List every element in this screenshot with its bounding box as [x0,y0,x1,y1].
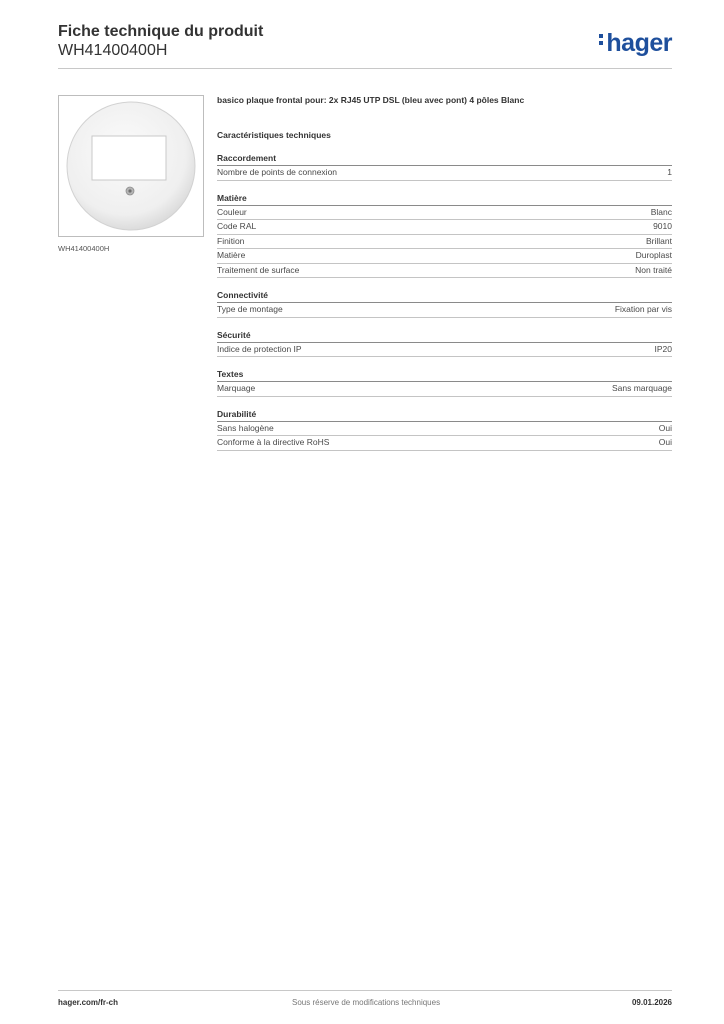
spec-section [217,153,672,181]
spec-value: Oui [658,437,672,447]
spec-section [217,409,672,451]
spec-value: Non traité [635,264,672,275]
section-title: Textes [217,369,672,382]
faceplate-icon [59,96,203,236]
spec-label: Type de montage [217,304,283,314]
spec-row [217,422,672,437]
spec-value: Fixation par vis [614,304,672,314]
spec-label: Indice de protection IP [217,343,302,354]
footer-website: hager.com/fr-ch [58,998,119,1007]
section-title: Connectivité [217,290,672,303]
spec-label: Conforme à la directive RoHS [217,437,330,447]
spec-label: Finition [217,235,245,246]
spec-label: Sans halogène [217,422,274,433]
spec-section [217,193,672,279]
hager-logo: hager [599,29,672,58]
spec-value: IP20 [654,343,672,354]
spec-row [217,220,672,235]
spec-row [217,343,672,358]
spec-label: Matière [217,250,246,260]
page-header [58,22,672,60]
spec-row [217,264,672,279]
section-title: Durabilité [217,409,672,422]
document-title: Fiche technique du produit [58,23,264,40]
spec-row [217,249,672,264]
logo-dots-icon [599,31,604,48]
spec-value: 1 [667,167,672,177]
spec-value: Oui [658,422,672,433]
section-title: Raccordement [217,153,672,166]
spec-row [217,206,672,221]
product-image [58,95,204,237]
image-caption: WH41400400H [58,244,110,253]
spec-label: Code RAL [217,221,257,231]
footer-date: 09.01.2026 [631,998,672,1007]
spec-row [217,303,672,318]
product-content [217,95,672,451]
spec-value: Blanc [650,206,672,217]
spec-value: Brillant [646,235,672,246]
tech-characteristics-title: Caractéristiques techniques [217,130,331,140]
section-title: Sécurité [217,330,672,343]
section-title: Matière [217,193,672,206]
footer-divider [58,990,672,991]
spec-section [217,330,672,358]
spec-section [217,290,672,318]
spec-section [217,369,672,397]
header-divider [58,68,672,69]
spec-row [217,166,672,181]
spec-value: 9010 [653,221,672,231]
spec-row [217,382,672,397]
product-description: basico plaque frontal pour: 2x RJ45 UTP DSL (bleu avec pont) 4 pôles Blanc [217,95,525,105]
spec-label: Marquage [217,383,256,393]
product-code: WH41400400H [58,42,168,59]
spec-row [217,436,672,451]
spec-value: Duroplast [635,250,672,260]
spec-sections [217,153,672,451]
spec-row [217,235,672,250]
spec-label: Nombre de points de connexion [217,167,338,177]
footer-note: Sous réserve de modifications techniques [292,998,441,1007]
spec-label: Traitement de surface [217,264,300,275]
spec-label: Couleur [217,206,247,217]
spec-value: Sans marquage [611,383,672,393]
